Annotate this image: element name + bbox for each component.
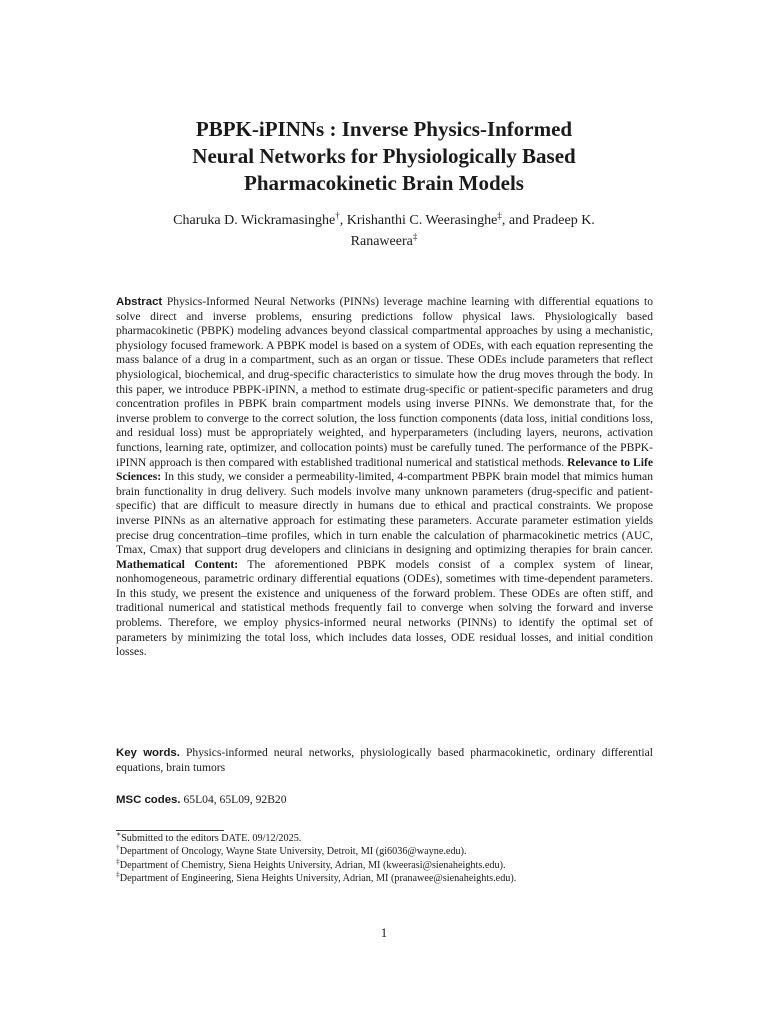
affiliation-mark: ‡ — [412, 231, 418, 242]
math-content-label: Mathematical Content: — [116, 557, 239, 571]
footnote-mark: ∗ — [116, 829, 122, 839]
footnote — [116, 829, 676, 845]
msc-label: MSC codes. — [116, 794, 181, 806]
affiliation-mark: † — [335, 210, 340, 221]
footnote — [116, 856, 676, 872]
footnote — [116, 845, 676, 858]
abstract — [116, 295, 653, 660]
abstract-text-2: In this study, we consider a permeability-limited, 4-compartment PBPK brain model that mimics human brain functionality in drug delivery. Such models involve many unknown parameters (drug-specific and patient-specific) that are difficult to measure directly in humans due to ethical and practical constraints. We propose inverse PINNs as an alternative approach for estimating these parameters. Accurate parameter estimation yields precise drug concentration–time profiles, which in turn enable the calculation of pharmacokinetic metrics (AUC, Tmax, Cmax) that support drug developers and clinicians in designing and optimizing therapies for brain cancer. — [116, 470, 653, 557]
footnote-text: Department of Engineering, Siena Heights University, Adrian, MI (pranawee@sienaheights.edu). — [119, 873, 517, 885]
author-line-1 — [112, 210, 656, 231]
keywords-label: Key words. — [116, 747, 180, 759]
page-number: 1 — [380, 925, 388, 940]
author-name: , Krishanthi C. Weerasinghe — [339, 213, 498, 228]
footnote-mark: † — [116, 843, 120, 853]
footnote-text: Department of Chemistry, Siena Heights University, Adrian, MI (kweerasi@sienaheights.edu). — [119, 859, 506, 871]
relevance-label: Relevance to Life Sciences: — [116, 455, 653, 484]
author-name: Ranaweera — [350, 234, 413, 249]
author-name: , and Pradeep K. — [501, 213, 595, 228]
abstract-label: Abstract — [116, 296, 163, 308]
title-line-2: Neural Networks for Physiologically Based — [192, 144, 576, 168]
msc-codes — [116, 793, 653, 808]
author-name: Charuka D. Wickramasinghe — [173, 213, 336, 228]
msc-text: 65L04, 65L09, 92B20 — [183, 793, 287, 806]
footnote-text: Submitted to the editors DATE. 09/12/2025. — [121, 833, 302, 844]
footnote-mark: ‡ — [116, 856, 120, 866]
footnote-mark: ‡ — [116, 869, 120, 879]
footnotes — [116, 829, 676, 886]
keywords-text: Physics-informed neural networks, physiologically based pharmacokinetic, ordinary differential equations, brain tumors — [116, 746, 653, 774]
title-line-3: Pharmacokinetic Brain Models — [244, 171, 524, 195]
title-line-1: PBPK-iPINNs : Inverse Physics-Informed — [195, 117, 573, 141]
author-list — [112, 210, 656, 252]
abstract-text-1: Physics-Informed Neural Networks (PINNs) leverage machine learning with differential equations to solve direct and inverse problems, ensuring predictions follow physical laws. Physiologically based pharmacokinetic (PBPK) modeling advances beyond classical compartmental approaches by using a mechanistic, physiology focused framework. A PBPK model is based on a system of ODEs, with each equation representing the mass balance of a drug in a compartment, such as an organ or tissue. These ODEs include parameters that reflect physiological, biochemical, and drug-specific characteristics to simulate how the drug moves through the body. In this paper, we introduce PBPK-iPINN, a method to estimate drug-specific or patient-specific parameters and drug concentration profiles in PBPK brain compartment models using inverse PINNs. We demonstrate that, for the inverse problem to converge to the correct solution, the loss function components (data loss, initial conditions loss, and residual loss) must be appropriately weighted, and hyperparameters (including layers, neurons, activation functions, learning rate, optimizer, and collocation points) must be carefully tuned. The performance of the PBPK-iPINN approach is then compared with established traditional numerical and statistical methods. — [116, 295, 653, 469]
footnote-divider — [116, 830, 224, 831]
author-line-2 — [112, 231, 656, 252]
footnote — [116, 869, 676, 885]
affiliation-mark: ‡ — [497, 210, 502, 221]
keywords — [116, 746, 653, 775]
paper-title — [112, 116, 656, 197]
abstract-text-3: The aforementioned PBPK models consist of a complex system of linear, nonhomogeneous, parametric ordinary differential equations (ODEs), sometimes with time-dependent parameters. In this study, we present the existence and uniqueness of the forward problem. These ODEs are often stiff, and traditional numerical and statistical methods frequently fail to converge when solving the forward and inverse problems. Therefore, we employ physics-informed neural networks (PINNs) to identify the optimal set of parameters by minimizing the total loss, which includes data losses, ODE residual losses, and initial condition losses. — [116, 557, 653, 659]
footnote-text: Department of Oncology, Wayne State University, Detroit, MI (gi6036@wayne.edu). — [119, 846, 467, 858]
